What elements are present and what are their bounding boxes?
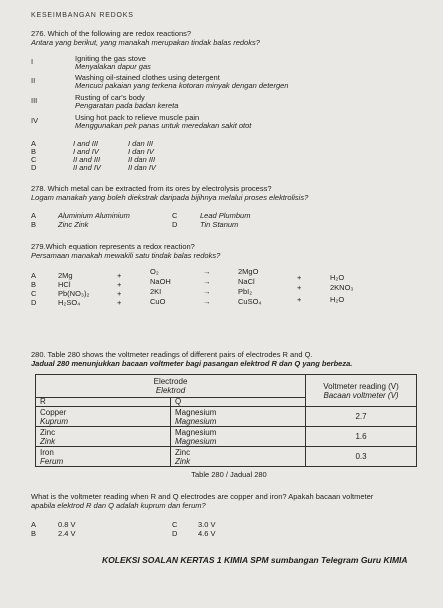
electrode-header xyxy=(36,375,306,398)
q280-question-en: What is the voltmeter reading when R and Q electrodes are copper and iron? Apakah bacaan voltmeter xyxy=(31,492,374,501)
r-electrode-en: Copper xyxy=(40,407,67,417)
q-electrode-en: Magnesium xyxy=(175,427,217,437)
table-caption: Table 280 / Jadual 280 xyxy=(176,469,282,481)
q279-product: NaCl xyxy=(238,277,255,286)
q278-option-text: Tin Stanum xyxy=(200,220,239,229)
q276-option-ms: II dan IV xyxy=(128,163,156,172)
q279-stem-ms: Persamaan manakah mewakili satu tindak balas redoks? xyxy=(31,251,221,260)
q278-option-letter[interactable]: A xyxy=(31,211,37,220)
q280-option-letter[interactable]: D xyxy=(172,529,178,538)
electrode-header-ms: Elektrod xyxy=(155,386,186,395)
q276-item-num: I xyxy=(31,57,34,66)
q279-plus: + xyxy=(297,273,302,282)
q276-stem-ms: Antara yang berikut, yang manakah merupakan tindak balas redoks? xyxy=(31,38,260,47)
r-electrode-ms: Ferum xyxy=(40,456,64,466)
r-electrode-en: Iron xyxy=(40,447,54,457)
q279-reactant: O₂ xyxy=(150,267,159,276)
q280-option-letter[interactable]: B xyxy=(31,529,37,538)
q276-item-num: II xyxy=(31,76,36,85)
q279-reactant: CuO xyxy=(150,297,166,306)
q276-item-en: Washing oil-stained clothes using detergent xyxy=(75,73,220,82)
q278-option-letter[interactable]: C xyxy=(172,211,178,220)
q280-option-letter[interactable]: C xyxy=(172,520,178,529)
q278-option-letter[interactable]: B xyxy=(31,220,37,229)
r-header: R xyxy=(36,398,171,407)
q276-option-letter[interactable]: A xyxy=(31,139,37,148)
q280-stem-ms: Jadual 280 menunjukkan bacaan voltmeter bagi pasangan elektrod R dan Q yang berbeza. xyxy=(31,359,353,368)
q276-item-ms: Pengaratan pada badan kereta xyxy=(75,101,179,110)
q280-question-ms: apabila elektrod R dan Q adalah kuprum dan ferum? xyxy=(31,501,206,510)
q276-option-ms: II dan III xyxy=(128,155,156,164)
q279-option-letter[interactable]: B xyxy=(31,280,37,289)
q279-product: CuSO₄ xyxy=(238,297,262,306)
q-header: Q xyxy=(171,398,306,407)
q-electrode-ms: Magnesium xyxy=(175,416,217,426)
q279-product: H₂O xyxy=(330,273,345,282)
q280-option-value: 0.8 V xyxy=(58,520,76,529)
q280-option-value: 3.0 V xyxy=(198,520,216,529)
q279-product: PbI₂ xyxy=(238,287,253,296)
q276-option-ms: I dan III xyxy=(128,139,154,148)
q279-arrow: → xyxy=(203,297,211,306)
q279-product: H₂O xyxy=(330,295,345,304)
q279-reactant: NaOH xyxy=(150,277,171,286)
q279-stem-en: 279.Which equation represents a redox reaction? xyxy=(31,242,195,251)
q279-reactant: HCl xyxy=(58,280,71,289)
q278-option-text: Aluminium Aluminium xyxy=(58,211,130,220)
q276-item-num: III xyxy=(31,96,38,105)
r-electrode-ms: Kuprum xyxy=(40,416,69,426)
q279-reactant: 2Mg xyxy=(58,271,73,280)
voltmeter-value: 1.6 xyxy=(306,427,417,447)
q-electrode-ms: Magnesium xyxy=(175,436,217,446)
q279-plus: + xyxy=(297,283,302,292)
voltmeter-header-ms: Bacaan voltmeter (V) xyxy=(323,390,399,400)
q276-option-letter[interactable]: B xyxy=(31,147,37,156)
q276-item-ms: Mencuci pakaian yang terkena kotoran minyak dengan detergen xyxy=(75,81,289,90)
r-electrode-ms: Zink xyxy=(40,436,56,446)
q280-option-letter[interactable]: A xyxy=(31,520,37,529)
q279-reactant: Pb(NO₃)₂ xyxy=(58,289,90,298)
q276-option-en: I and III xyxy=(73,139,99,148)
q279-product: 2KNO₃ xyxy=(330,283,354,292)
q279-plus: + xyxy=(117,298,122,307)
q280-option-value: 4.6 V xyxy=(198,529,216,538)
q278-option-text: Zinc Zink xyxy=(58,220,89,229)
q278-option-text: Lead Plumbum xyxy=(200,211,251,220)
q276-option-letter[interactable]: D xyxy=(31,163,37,172)
q276-item-en: Igniting the gas stove xyxy=(75,54,146,63)
voltmeter-value: 0.3 xyxy=(306,447,417,467)
q278-option-letter[interactable]: D xyxy=(172,220,178,229)
q278-stem-ms: Logam manakah yang boleh diekstrak daripada bijihnya melalui proses elektrolisis? xyxy=(31,193,309,202)
q279-arrow: → xyxy=(203,287,211,296)
q276-item-en: Using hot pack to relieve muscle pain xyxy=(75,113,200,122)
q279-plus: + xyxy=(117,280,122,289)
q276-item-ms: Menggunakan pek panas untuk meredakan sakit otot xyxy=(75,121,252,130)
q279-plus: + xyxy=(117,271,122,280)
voltmeter-header xyxy=(306,375,417,407)
table-row xyxy=(36,407,417,427)
voltmeter-table xyxy=(35,374,417,467)
q276-item-num: IV xyxy=(31,116,39,125)
voltmeter-value: 2.7 xyxy=(306,407,417,427)
q279-product: 2MgO xyxy=(238,267,259,276)
footer-credit: KOLEKSI SOALAN KERTAS 1 KIMIA SPM sumbangan Telegram Guru KIMIA xyxy=(102,555,408,565)
q276-item-ms: Menyalakan dapur gas xyxy=(75,62,151,71)
q276-option-en: I and IV xyxy=(73,147,99,156)
q279-reactant: H₂SO₄ xyxy=(58,298,81,307)
q279-reactant: 2KI xyxy=(150,287,162,296)
page-header: KESEIMBANGAN REDOKS xyxy=(31,12,134,19)
voltmeter-header-en: Voltmeter reading (V) xyxy=(323,381,399,391)
q279-plus: + xyxy=(117,289,122,298)
electrode-header-en: Electrode xyxy=(153,377,188,386)
q278-stem-en: 278. Which metal can be extracted from its ores by electrolysis process? xyxy=(31,184,272,193)
q279-option-letter[interactable]: C xyxy=(31,289,37,298)
q-electrode-en: Zinc xyxy=(175,447,191,457)
q279-arrow: → xyxy=(203,277,211,286)
r-electrode-en: Zinc xyxy=(40,427,56,437)
q279-option-letter[interactable]: A xyxy=(31,271,37,280)
q276-option-ms: I dan IV xyxy=(128,147,154,156)
q-electrode-ms: Zink xyxy=(175,456,191,466)
q-electrode-en: Magnesium xyxy=(175,407,217,417)
q276-option-en: II and III xyxy=(73,155,101,164)
q280-option-value: 2.4 V xyxy=(58,529,76,538)
q279-plus: + xyxy=(297,295,302,304)
table-row xyxy=(36,447,417,467)
q276-option-letter[interactable]: C xyxy=(31,155,37,164)
q279-arrow: → xyxy=(203,267,211,276)
q276-item-en: Rusting of car's body xyxy=(75,93,145,102)
q279-option-letter[interactable]: D xyxy=(31,298,37,307)
table-row xyxy=(36,427,417,447)
q280-stem-en: 280. Table 280 shows the voltmeter readings of different pairs of electrodes R and Q. xyxy=(31,350,313,359)
q276-option-en: II and IV xyxy=(73,163,101,172)
q276-stem-en: 276. Which of the following are redox reactions? xyxy=(31,29,192,38)
